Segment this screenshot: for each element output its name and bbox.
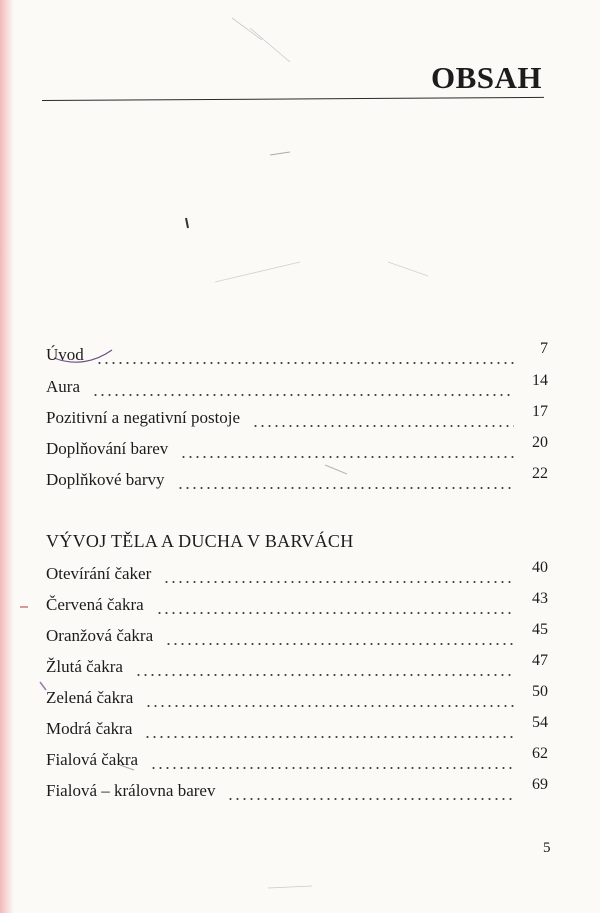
toc-entry bbox=[46, 465, 548, 494]
toc-entry-page: 62 bbox=[532, 745, 548, 762]
toc-entry-label: Žlutá čakra bbox=[46, 657, 123, 676]
page-number: 5 bbox=[543, 840, 551, 856]
toc-entry-label: Úvod bbox=[46, 345, 84, 364]
toc-entry-page: 17 bbox=[532, 403, 548, 420]
page-title: OBSAH bbox=[430, 60, 542, 95]
toc-leader-dots bbox=[252, 425, 514, 427]
toc-entry-page: 43 bbox=[532, 590, 548, 607]
toc-entry bbox=[46, 590, 548, 619]
toc-entry bbox=[46, 559, 548, 588]
toc-entry bbox=[46, 340, 548, 369]
toc-entry-label: Modrá čakra bbox=[46, 719, 133, 738]
toc-entry-label: Zelená čakra bbox=[46, 688, 134, 707]
toc-entry-page: 54 bbox=[532, 714, 548, 731]
toc-entry-label: Pozitivní a negativní postoje bbox=[46, 408, 241, 427]
toc-leader-dots bbox=[144, 736, 514, 738]
toc-entry-page: 20 bbox=[532, 434, 548, 451]
toc-entry bbox=[46, 434, 548, 463]
toc-entry-page: 45 bbox=[532, 621, 548, 638]
toc-entry bbox=[46, 403, 548, 432]
toc-entry-label: Červená čakra bbox=[46, 595, 144, 614]
toc-entry-label: Doplňkové barvy bbox=[46, 470, 165, 489]
toc-leader-dots bbox=[180, 456, 514, 458]
toc-entry-label: Fialová – královna barev bbox=[46, 781, 216, 800]
toc-entry bbox=[46, 776, 548, 805]
toc-entry-label: Aura bbox=[46, 377, 80, 396]
toc-entry bbox=[46, 372, 548, 401]
toc-leader-dots bbox=[156, 612, 514, 614]
toc-entry-label: Oranžová čakra bbox=[46, 626, 154, 645]
toc-entry-page: 50 bbox=[532, 683, 548, 700]
toc-leader-dots bbox=[165, 643, 514, 645]
toc-entry-label: Doplňování barev bbox=[46, 439, 169, 458]
toc-entry bbox=[46, 621, 548, 650]
toc-entry bbox=[46, 652, 548, 681]
toc-entry-page: 14 bbox=[532, 372, 548, 389]
toc-leader-dots bbox=[227, 798, 514, 800]
toc-leader-dots bbox=[163, 581, 514, 583]
section-heading: VÝVOJ TĚLA A DUCHA V BARVÁCH bbox=[46, 531, 354, 551]
toc-entry-page: 22 bbox=[532, 465, 548, 482]
toc-entry-label: Fialová čakra bbox=[46, 750, 139, 769]
toc-entry-label: Otevírání čaker bbox=[46, 564, 152, 583]
toc-entry bbox=[46, 714, 548, 743]
toc-entry-page: 7 bbox=[540, 340, 548, 357]
toc-entry-page: 47 bbox=[532, 652, 548, 669]
toc-leader-dots bbox=[135, 674, 514, 676]
toc-entry-page: 69 bbox=[532, 776, 548, 793]
toc-entry-page: 40 bbox=[532, 559, 548, 576]
toc-leader-dots bbox=[177, 487, 514, 489]
toc-leader-dots bbox=[150, 767, 514, 769]
toc-entry bbox=[46, 683, 548, 712]
toc-leader-dots bbox=[145, 705, 514, 707]
toc-entry bbox=[46, 745, 548, 774]
toc-leader-dots bbox=[92, 394, 514, 396]
toc-leader-dots bbox=[96, 362, 514, 364]
